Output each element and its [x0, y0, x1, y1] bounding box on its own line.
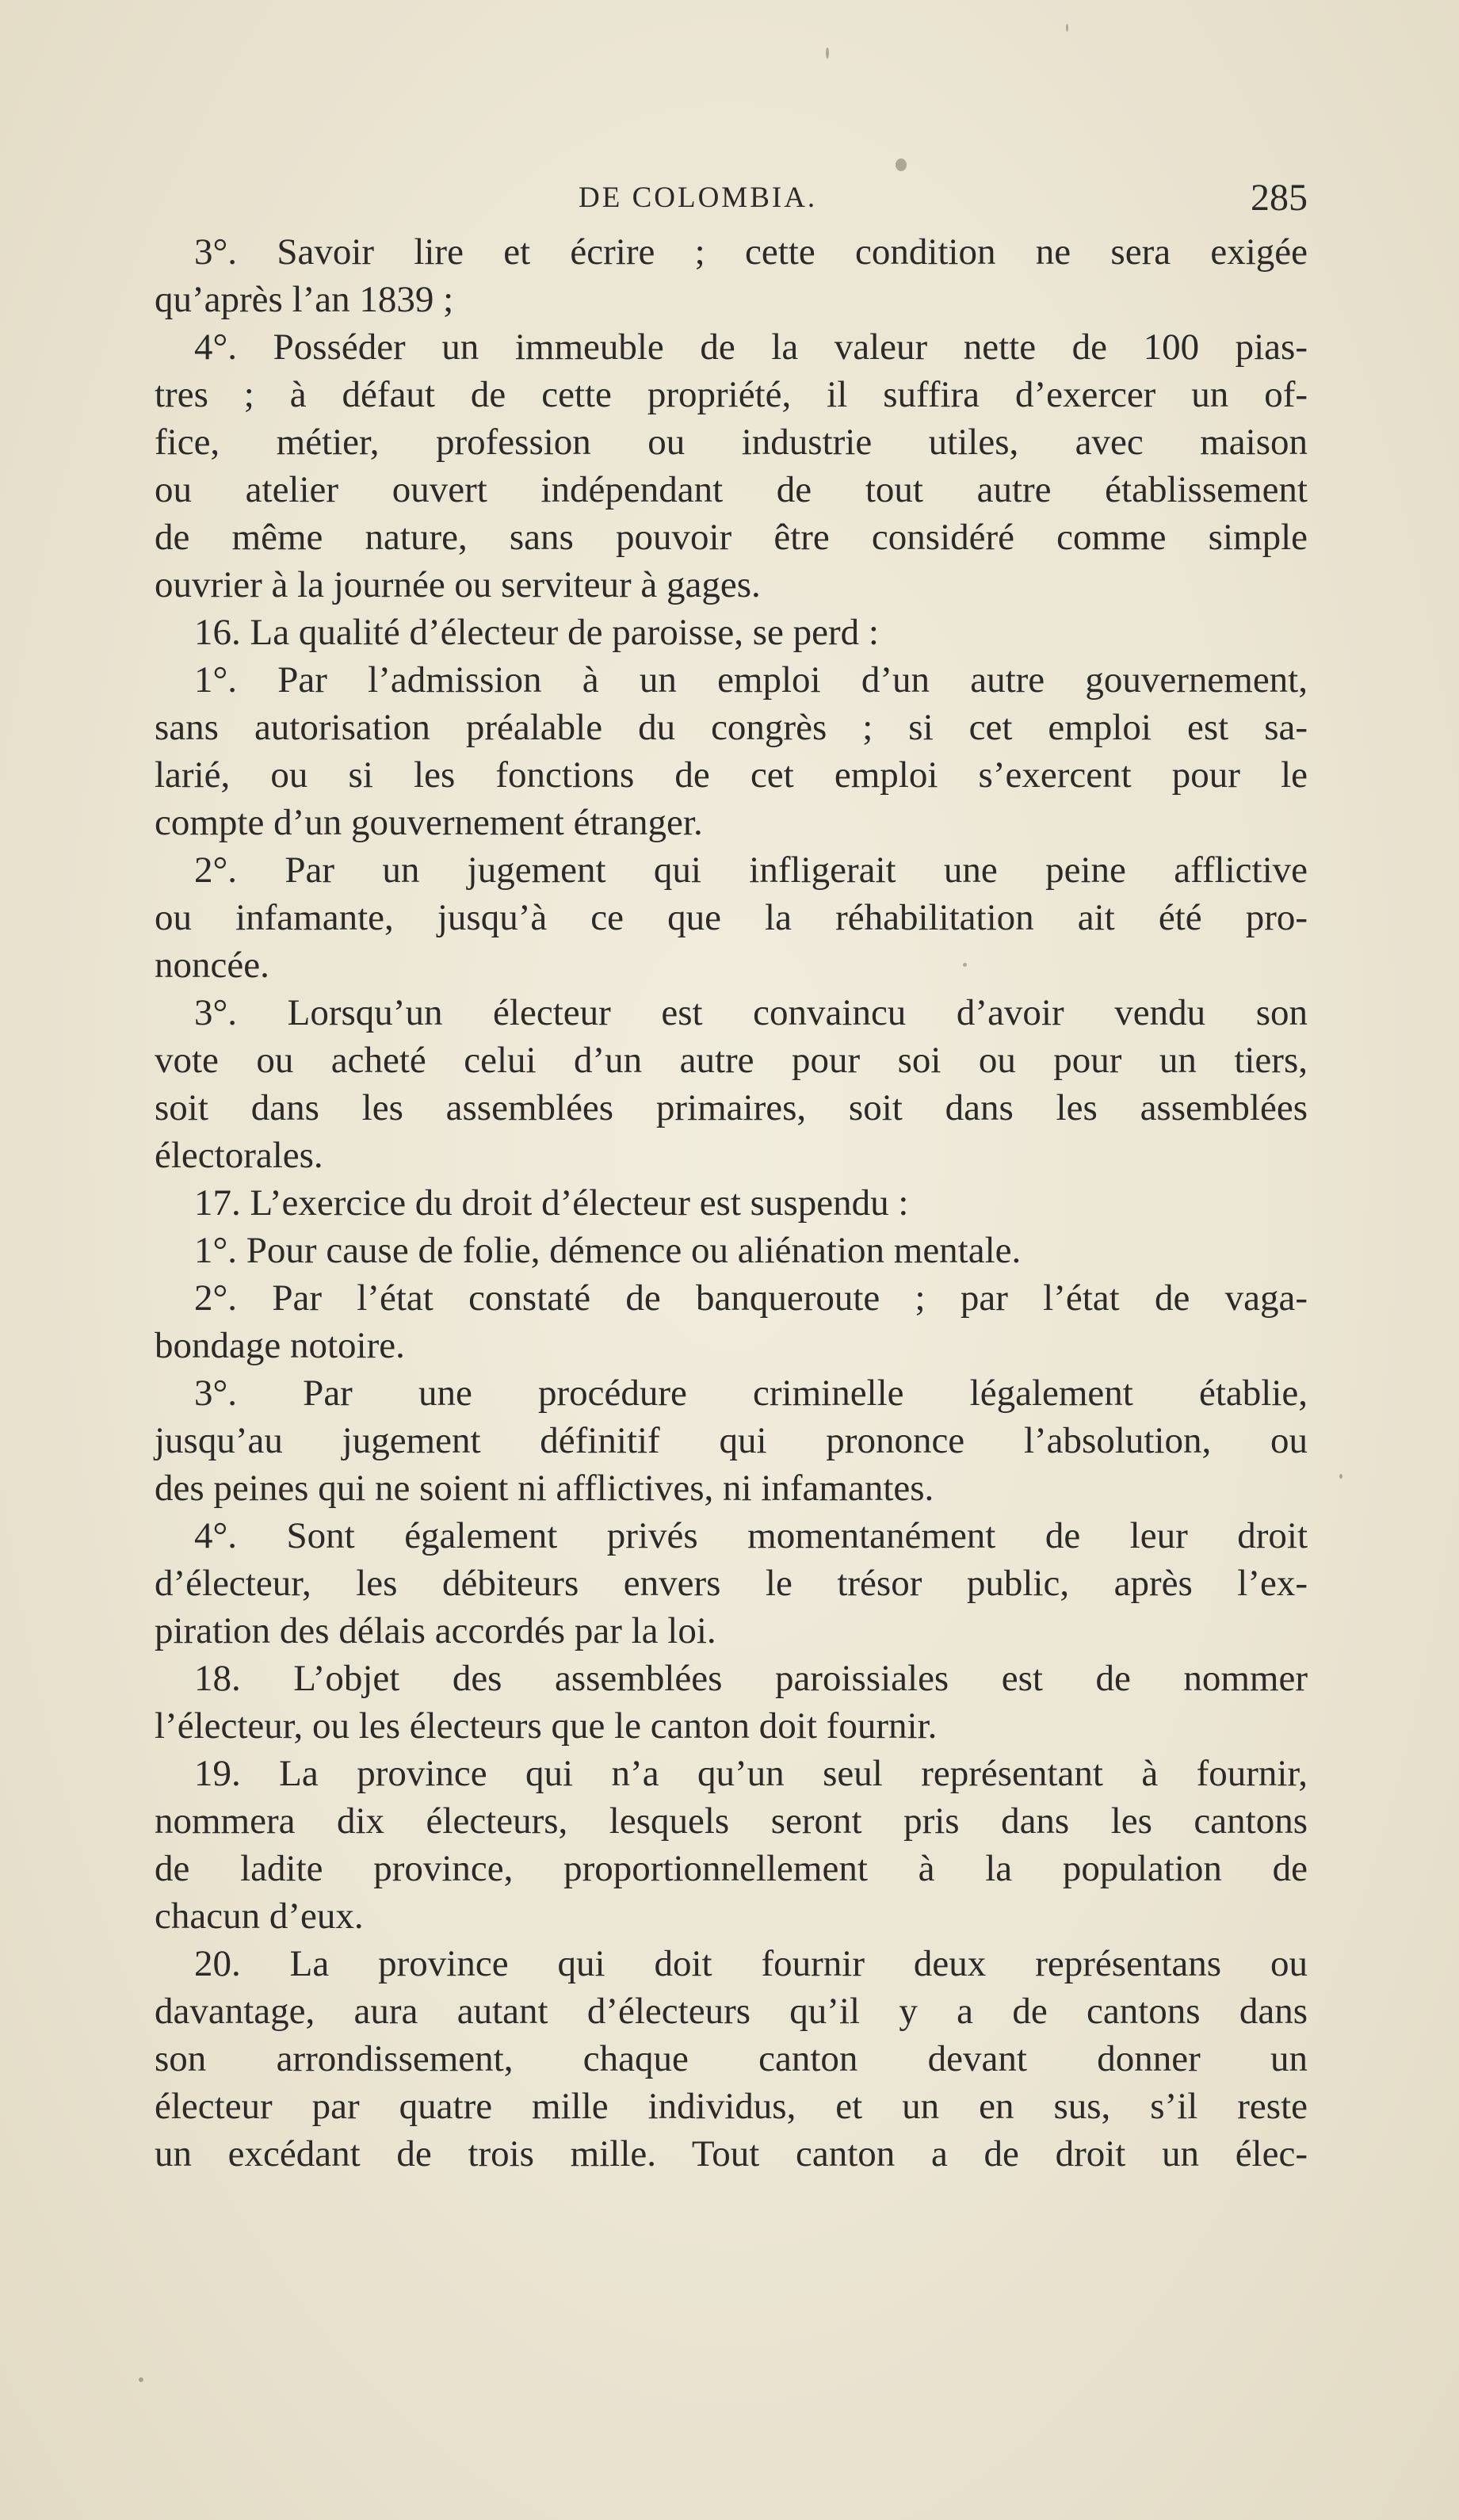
- paper-speck: [826, 48, 829, 59]
- text-line: 19. La province qui n’a qu’un seul représentant à fournir,: [194, 1753, 1308, 1794]
- text-line: 2°. Par un jugement qui infligerait une peine afflictive: [194, 850, 1308, 891]
- text-line: 17. L’exercice du droit d’électeur est suspendu :: [194, 1182, 909, 1224]
- text-line: 1°. Pour cause de folie, démence ou aliénation mentale.: [194, 1230, 1022, 1271]
- text-line: sans autorisation préalable du congrès ; si cet emploi est sa-: [155, 707, 1308, 748]
- text-line: nommera dix électeurs, lesquels seront pris dans les cantons: [155, 1800, 1308, 1842]
- text-line: 2°. Par l’état constaté de banqueroute ; par l’état de vaga-: [194, 1277, 1308, 1319]
- text-line: 16. La qualité d’électeur de paroisse, se perd :: [194, 612, 879, 653]
- text-line: soit dans les assemblées primaires, soit dans les assemblées: [155, 1087, 1308, 1128]
- text-line: ouvrier à la journée ou serviteur à gages.: [155, 564, 761, 605]
- text-line: jusqu’au jugement définitif qui prononce l’absolution, ou: [155, 1420, 1308, 1461]
- text-line: fice, métier, profession ou industrie utiles, avec maison: [155, 422, 1308, 463]
- text-line: ou atelier ouvert indépendant de tout autre établissement: [155, 469, 1308, 510]
- text-line: tres ; à défaut de cette propriété, il suffira d’exercer un of-: [155, 374, 1308, 415]
- paper-speck: [1066, 24, 1068, 32]
- text-line: l’électeur, ou les électeurs que le canton doit fournir.: [155, 1705, 938, 1747]
- text-line: vote ou acheté celui d’un autre pour soi ou pour un tiers,: [155, 1040, 1308, 1081]
- text-line: chacun d’eux.: [155, 1896, 364, 1937]
- text-line: de même nature, sans pouvoir être considéré comme simple: [155, 517, 1308, 558]
- paper-speck: [963, 963, 967, 967]
- running-title: DE COLOMBIA.: [579, 181, 818, 214]
- text-line: 20. La province qui doit fournir deux représentans ou: [194, 1943, 1308, 1984]
- paper-speck: [139, 2377, 143, 2382]
- body-text: [155, 228, 1308, 2178]
- text-line: 3°. Savoir lire et écrire ; cette condition ne sera exigée: [194, 231, 1308, 273]
- text-line: qu’après l’an 1839 ;: [155, 279, 454, 320]
- text-line: 4°. Sont également privés momentanément de leur droit: [194, 1515, 1308, 1556]
- text-line: piration des délais accordés par la loi.: [155, 1610, 716, 1651]
- text-line: 1°. Par l’admission à un emploi d’un autre gouvernement,: [194, 659, 1308, 701]
- text-line: électorales.: [155, 1135, 323, 1176]
- text-line: 3°. Par une procédure criminelle légalement établie,: [194, 1373, 1308, 1414]
- text-line: compte d’un gouvernement étranger.: [155, 802, 703, 843]
- text-line: de ladite province, proportionnellement à la population de: [155, 1848, 1308, 1889]
- text-line: 18. L’objet des assemblées paroissiales est de nommer: [194, 1658, 1308, 1699]
- text-line: noncée.: [155, 945, 269, 986]
- text-line: d’électeur, les débiteurs envers le trésor public, après l’ex-: [155, 1563, 1308, 1604]
- text-line: 4°. Posséder un immeuble de la valeur nette de 100 pias-: [194, 326, 1308, 368]
- text-line: larié, ou si les fonctions de cet emploi s’exercent pour le: [155, 754, 1308, 796]
- text-line: 3°. Lorsqu’un électeur est convaincu d’avoir vendu son: [194, 992, 1308, 1033]
- running-head: [159, 177, 1308, 228]
- page-number: 285: [1251, 177, 1308, 219]
- text-line: bondage notoire.: [155, 1325, 405, 1366]
- text-line: électeur par quatre mille individus, et un en sus, s’il reste: [155, 2086, 1308, 2127]
- text-line: davantage, aura autant d’électeurs qu’il y a de cantons dans: [155, 1991, 1308, 2032]
- text-line: un excédant de trois mille. Tout canton a de droit un élec-: [155, 2133, 1308, 2174]
- text-line: ou infamante, jusqu’à ce que la réhabilitation ait été pro-: [155, 897, 1308, 938]
- paper-speck: [896, 158, 907, 171]
- text-line: son arrondissement, chaque canton devant donner un: [155, 2038, 1308, 2079]
- text-line: des peines qui ne soient ni afflictives, ni infamantes.: [155, 1468, 934, 1509]
- paper-speck: [1339, 1474, 1343, 1479]
